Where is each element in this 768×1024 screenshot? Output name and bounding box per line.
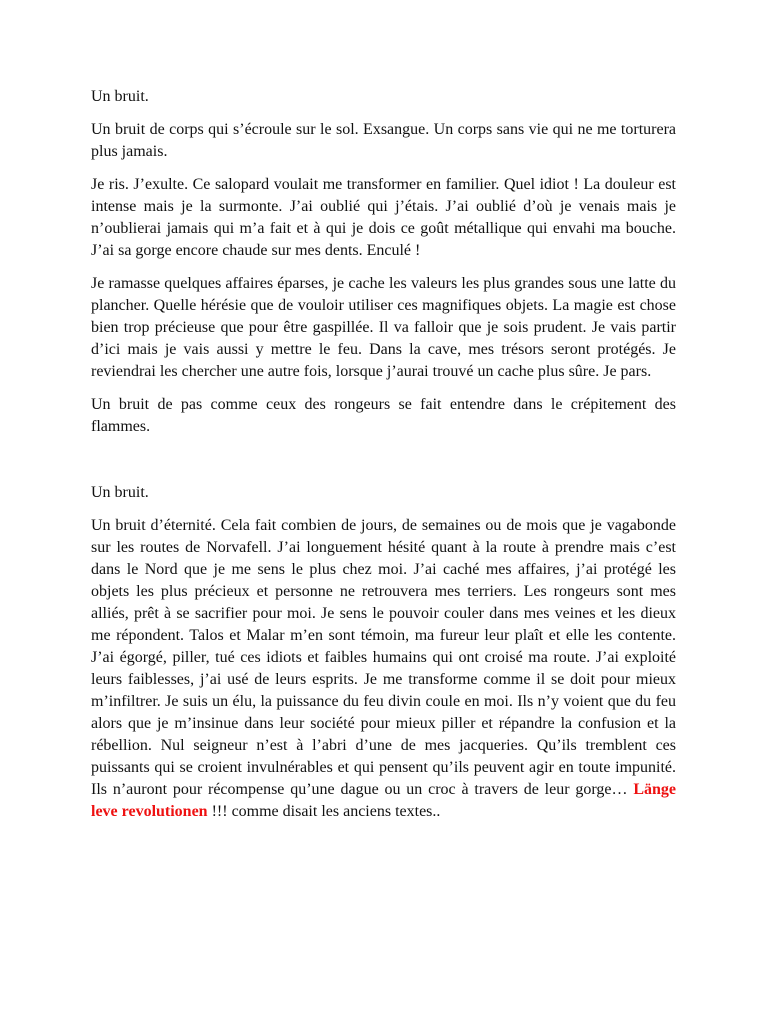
paragraph-intro-2: Un bruit.	[91, 484, 149, 501]
paragraph-body-eternite	[91, 515, 676, 823]
paragraph-body-pas: Un bruit de pas comme ceux des rongeurs se fait entendre dans le crépitement des flammes.	[91, 396, 676, 435]
highlight-phrase: Länge leve revolutionen	[91, 781, 676, 820]
paragraph-body-ramasse: Je ramasse quelques affaires éparses, je cache les valeurs les plus grandes sous une latte du plancher. Quelle hérésie que de vouloir utiliser ces magnifiques objets. La magie est chose bien trop précieuse que pour être gaspillée. Il va falloir que je sois prudent. Je vais partir d’ici mais je vais aussi y mettre le feu. Dans la cave, mes trésors seront protégés. Je reviendrai les chercher une autre fois, lorsque j’aurai trouvé un cache plus sûre. Je pars.	[91, 275, 676, 380]
paragraph-text-end: !!! comme disait les anciens textes..	[207, 803, 441, 820]
paragraph-body-corps: Un bruit de corps qui s’écroule sur le sol. Exsangue. Un corps sans vie qui ne me torturera plus jamais.	[91, 121, 676, 160]
paragraph-text-main: Un bruit d’éternité. Cela fait combien de jours, de semaines ou de mois que je vagabonde sur les routes de Norvafell. J’ai longuement hésité quant à la route à prendre mais c’est dans le Nord que je me sens le plus chez moi. J’ai caché mes affaires, j’ai protégé les objets les plus précieux et personne ne retrouvera mes terriers. Les rongeurs sont mes alliés, prêt à se sacrifier pour moi. Je sens le pouvoir couler dans mes veines et les dieux me répondent. Talos et Malar m’en sont témoin, ma fureur leur plaît et elle les contente. J’ai égorgé, piller, tué ces idiots et faibles humains qui ont croisé ma route. J’ai exploité leurs faiblesses, j’ai usé de leurs esprits. Je me transforme comme il se doit pour mieux m’infiltrer. Je suis un élu, la puissance du feu divin coule en moi. Ils n’y voient que du feu alors que je m’insinue dans leur société pour mieux piller et répandre la confusion et la rébellion. Nul seigneur n’est à l’abri d’une de mes jacqueries. Qu’ils tremblent ces puissants qui se croient invulnérables et qui pensent qu’ils peuvent agir en toute impunité. Ils n’auront pour récompense qu’une dague ou un croc à travers de leur gorge…	[91, 517, 676, 798]
paragraph-intro-1: Un bruit.	[91, 88, 149, 105]
section-gap	[91, 449, 676, 482]
paragraph-body-ris: Je ris. J’exulte. Ce salopard voulait me transformer en familier. Quel idiot ! La douleur est intense mais je la surmonte. J’ai oublié qui j’étais. J’ai oublié d’où je venais mais je n’oublierai jamais qui m’a fait et à qui je dois ce goût métallique qui envahi ma bouche. J’ai sa gorge encore chaude sur mes dents. Enculé !	[91, 176, 676, 259]
document-page	[91, 86, 676, 834]
